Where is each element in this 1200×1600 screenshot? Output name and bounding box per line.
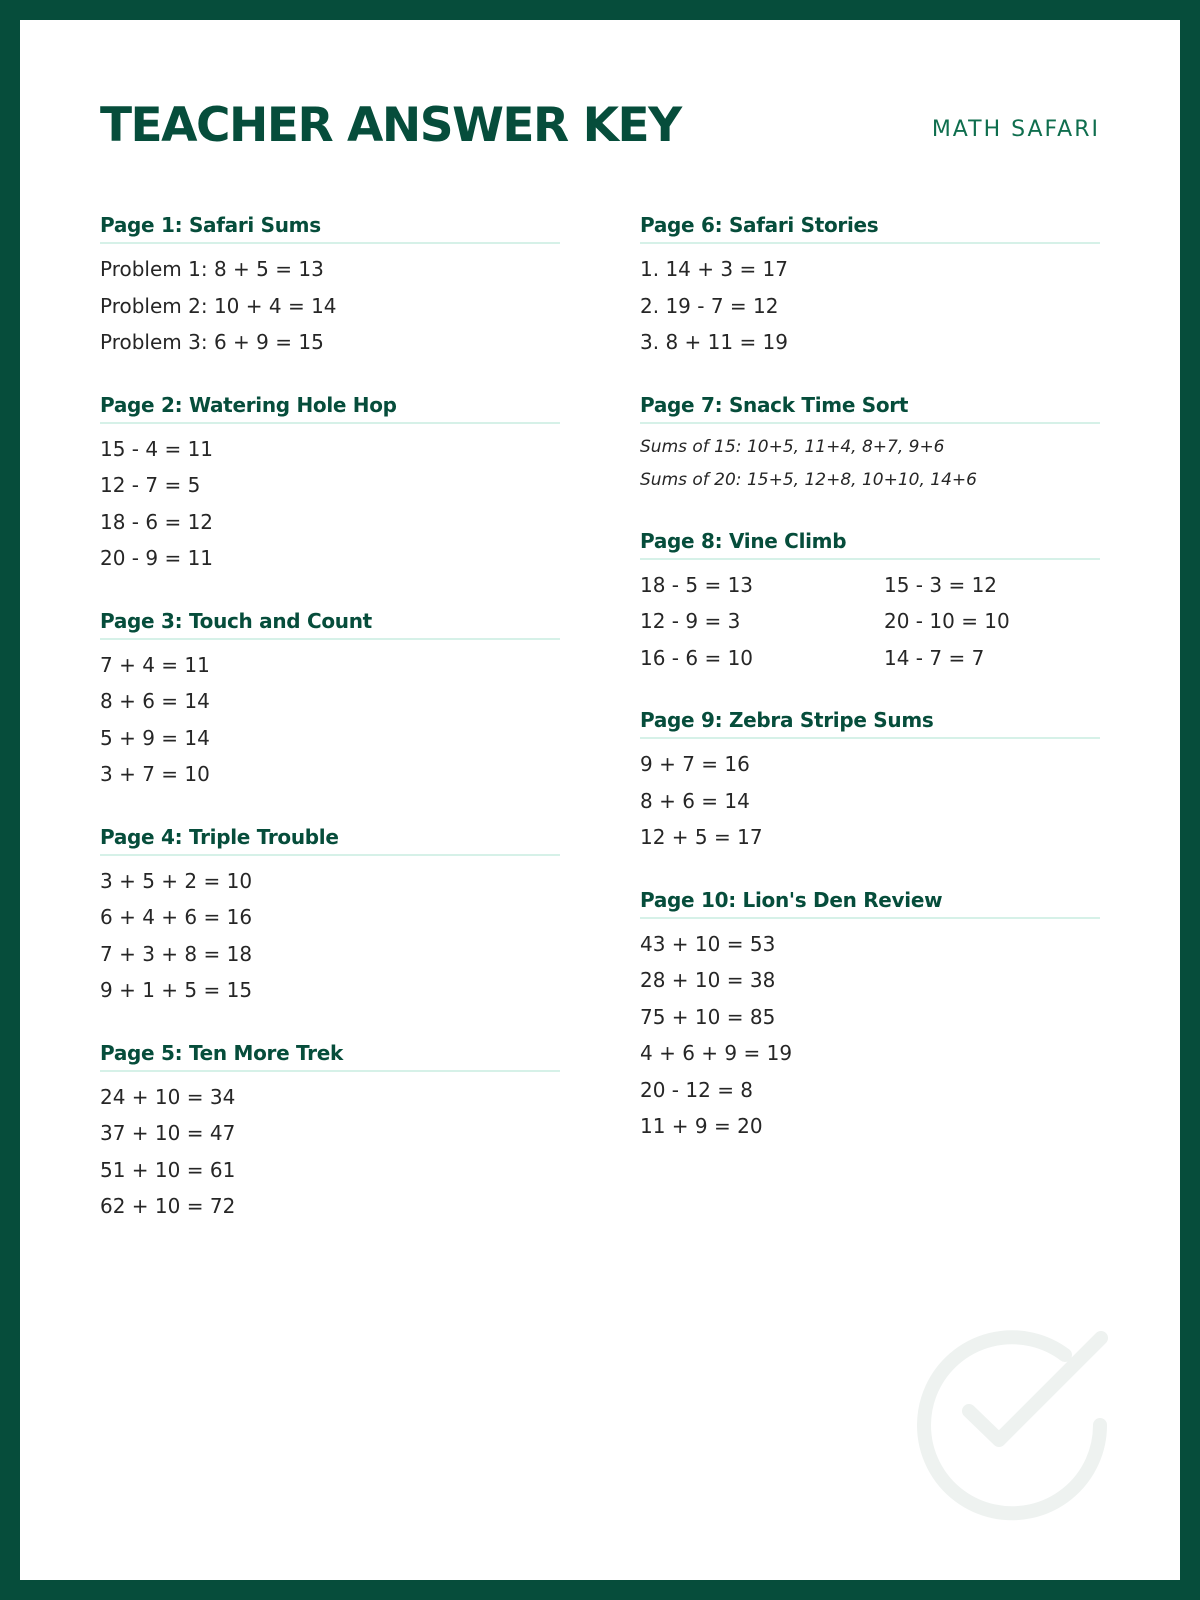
section-page-2	[100, 393, 560, 577]
checkmark-circle-icon	[892, 1300, 1132, 1540]
answer-line: 4 + 6 + 9 = 19	[640, 1041, 793, 1065]
answer-line: 37 + 10 = 47	[100, 1121, 236, 1145]
answer-line: 43 + 10 = 53	[640, 931, 776, 956]
section-heading: Page 10: Lion's Den Review	[640, 888, 1100, 919]
answer-line: 2. 19 - 7 = 12	[640, 293, 779, 318]
page-title: TEACHER ANSWER KEY	[100, 98, 681, 153]
section-heading: Page 7: Snack Time Sort	[640, 393, 1100, 424]
answer-line: 15 - 3 = 12	[884, 572, 998, 597]
answer-line: 5 + 9 = 14	[100, 725, 210, 750]
section-heading: Page 3: Touch and Count	[100, 609, 560, 640]
brand-label: MATH SAFARI	[931, 117, 1100, 142]
answer-note: Sums of 15: 10+5, 11+4, 8+7, 9+6	[640, 436, 945, 457]
answer-grid	[640, 567, 1100, 677]
answer-line: 20 - 9 = 11	[100, 546, 214, 570]
answer-line: 8 + 6 = 14	[640, 788, 750, 813]
answer-line: 3 + 7 = 10	[100, 762, 210, 786]
answer-line: 18 - 6 = 12	[100, 509, 214, 534]
answer-line: Problem 1: 8 + 5 = 13	[100, 257, 324, 281]
answer-line: 20 - 10 = 10	[884, 609, 1010, 633]
answer-line: 12 - 7 = 5	[100, 473, 201, 497]
answer-line: 75 + 10 = 85	[640, 1004, 776, 1029]
section-heading: Page 9: Zebra Stripe Sums	[640, 708, 1100, 739]
answer-line: 7 + 4 = 11	[100, 652, 210, 677]
answer-line: 24 + 10 = 34	[100, 1084, 236, 1109]
answer-line: 51 + 10 = 61	[100, 1157, 236, 1182]
answer-line: 16 - 6 = 10	[640, 645, 754, 670]
answer-line: 20 - 12 = 8	[640, 1077, 754, 1102]
answer-line: 3. 8 + 11 = 19	[640, 330, 789, 354]
answer-line: 11 + 9 = 20	[640, 1114, 763, 1138]
section-page-7	[640, 393, 1100, 497]
answer-line: Problem 3: 6 + 9 = 15	[100, 330, 324, 354]
answer-line: 9 + 1 + 5 = 15	[100, 978, 253, 1002]
section-page-8	[640, 529, 1100, 677]
section-page-10	[640, 888, 1100, 1145]
left-column	[100, 213, 560, 1257]
section-heading: Page 4: Triple Trouble	[100, 825, 560, 856]
section-page-5	[100, 1041, 560, 1225]
section-heading: Page 8: Vine Climb	[640, 529, 1100, 560]
section-page-9	[640, 708, 1100, 856]
section-heading: Page 6: Safari Stories	[640, 213, 1100, 244]
section-heading: Page 5: Ten More Trek	[100, 1041, 560, 1072]
answer-line: 14 - 7 = 7	[884, 645, 985, 670]
answer-line: 15 - 4 = 11	[100, 436, 214, 461]
answer-line: 1. 14 + 3 = 17	[640, 257, 789, 281]
section-page-1	[100, 213, 560, 361]
answer-line: 62 + 10 = 72	[100, 1194, 236, 1218]
answer-line: 28 + 10 = 38	[640, 968, 776, 992]
answer-line: Problem 2: 10 + 4 = 14	[100, 293, 337, 318]
right-column	[640, 213, 1100, 1177]
answer-line: 12 - 9 = 3	[640, 609, 741, 633]
answer-line: 3 + 5 + 2 = 10	[100, 868, 253, 893]
section-page-6	[640, 213, 1100, 361]
answer-line: 7 + 3 + 8 = 18	[100, 941, 253, 966]
answer-line: 6 + 4 + 6 = 16	[100, 905, 253, 929]
section-page-4	[100, 825, 560, 1009]
section-page-3	[100, 609, 560, 793]
section-heading: Page 2: Watering Hole Hop	[100, 393, 560, 424]
answer-note: Sums of 20: 15+5, 12+8, 10+10, 14+6	[640, 469, 977, 490]
answer-line: 12 + 5 = 17	[640, 825, 763, 849]
answer-line: 18 - 5 = 13	[640, 572, 754, 597]
section-heading: Page 1: Safari Sums	[100, 213, 560, 244]
answer-line: 9 + 7 = 16	[640, 752, 750, 776]
answer-line: 8 + 6 = 14	[100, 689, 210, 713]
